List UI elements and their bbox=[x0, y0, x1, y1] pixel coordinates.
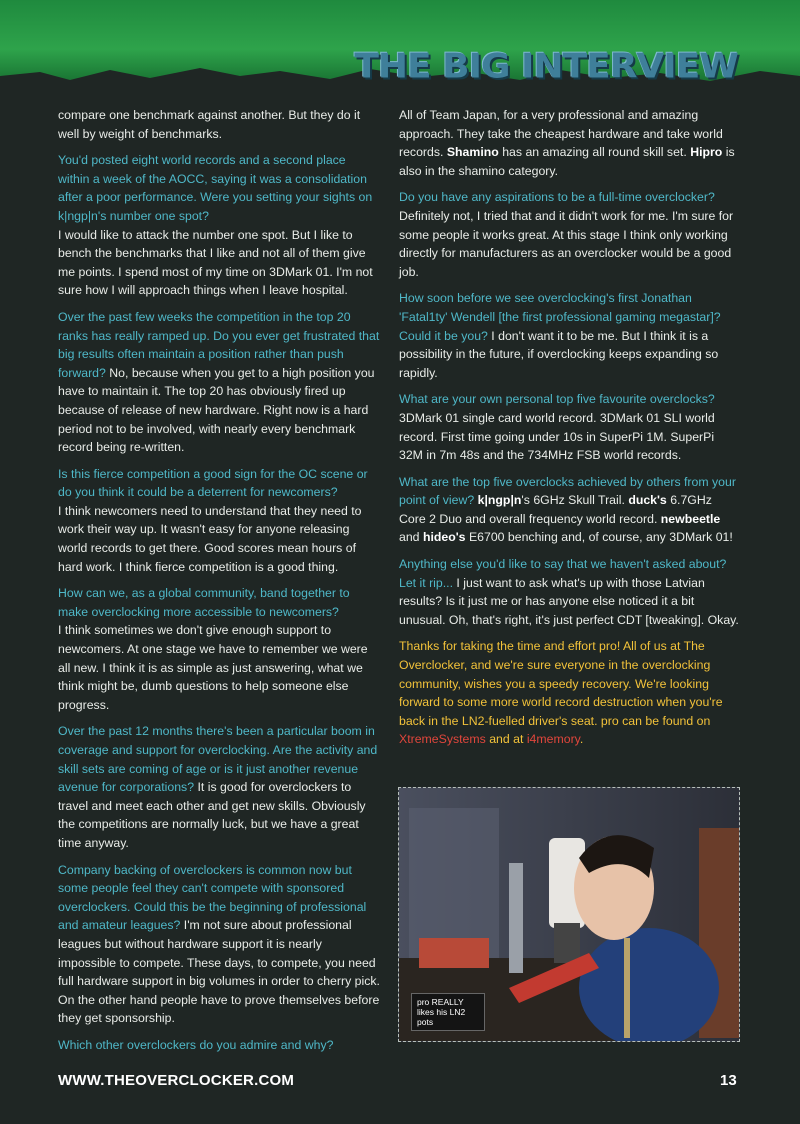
qa-block bbox=[58, 308, 380, 457]
page-number: 13 bbox=[720, 1072, 737, 1089]
qa-block bbox=[58, 861, 380, 1028]
answer: I'm not sure about professional leagues but without hardware support it is nearly impossible to compete. These days, to compete, you need full hardware support in big volumes in order to cherry pick. On the other hand people have to prove themselves before they get sponsorship. bbox=[58, 918, 380, 1026]
name-highlight: duck's bbox=[628, 493, 667, 508]
question: How soon before we see overclocking's first Jonathan 'Fatal1ty' Wendell [the first professional gaming megastar]? Could it be you? bbox=[399, 291, 721, 343]
question: Anything else you'd like to say that we haven't asked about? Let it rip... bbox=[399, 557, 727, 590]
qa-block bbox=[399, 390, 739, 464]
qa-block bbox=[58, 1036, 380, 1055]
qa-block bbox=[58, 465, 380, 577]
closing-paragraph: Thanks for taking the time and effort pro! All of us at The Overclocker, and we're sure everyone in the overclocking community, wishes you a speedy recovery. We're looking forward to some more world record destruction when you're back in the LN2-fuelled driver's seat. pro can be found on XtremeSystems and at i4memory. bbox=[399, 639, 723, 747]
i4memory-link[interactable]: i4memory bbox=[526, 732, 580, 747]
answer: I would like to attack the number one spot. But I like to bench the benchmarks that I like and not all of them give me points. I spend most of my time on 3DMark 01. I'm not sure how I will approach things when I leave hospital. bbox=[58, 227, 373, 298]
qa-block bbox=[399, 188, 739, 281]
question: Is this fierce competition a good sign for the OC scene or do you think it could be a deterrent for newcomers? bbox=[58, 466, 368, 500]
qa-block bbox=[58, 584, 380, 714]
right-column bbox=[399, 106, 739, 757]
question: What are your own personal top five favourite overclocks? bbox=[399, 392, 715, 407]
name-highlight: Shamino bbox=[446, 145, 499, 160]
photo-caption: pro REALLY likes his LN2 pots bbox=[411, 993, 485, 1031]
answer: It is good for overclockers to travel and meet each other and get new skills. Obviously the competitions are normally luck, but we have a great time anyway. bbox=[58, 780, 366, 850]
qa-block: What are the top five overclocks achieved by others from your point of view? k|ngp|n's 6GHz Skull Trail. duck's 6.7GHz Core 2 Duo and overall frequency world record. newbeetle and hideo's E6700 benching and, of course, any 3DMark 01! bbox=[399, 474, 736, 545]
name-highlight: Hipro bbox=[690, 145, 723, 160]
section-title: THE BIG INTERVIEW bbox=[354, 47, 738, 86]
answer: I think sometimes we don't give enough support to newcomers. At one stage we have to remember we were all new. I think it is as simple as just answering, what we think might be, dumb questions to help someone else progress. bbox=[58, 623, 368, 712]
qa-block bbox=[58, 722, 380, 852]
xtremesystems-link[interactable]: XtremeSystems bbox=[399, 732, 486, 747]
answer: No, because when you get to a high position you have to maintain it. The top 20 has obviously fired up because of release of new hardware. Right now is a hard period not to be involved, with nearly every benchmark record being re-written. bbox=[58, 365, 375, 455]
photo-figure bbox=[398, 787, 740, 1042]
question: How can we, as a global community, band together to make overclocking more accessible to newcomers? bbox=[58, 586, 350, 619]
qa-block: All of Team Japan, for a very professional and amazing approach. They take the cheapest hardware and take world records. Shamino has an amazing all round skill set. Hipro is also in the shamino category. bbox=[399, 108, 735, 178]
question: You'd posted eight world records and a second place within a week of the AOCC, saying it was a consolidation after a poor performance. Were you setting your sights on k|ngp|n's number one spot? bbox=[58, 153, 373, 223]
answer: I think newcomers need to understand that they need to work their way up. It wasn't easy for anyone releasing world records to get there. Good scores mean hours of hard work. I think fierce competition is a good thing. bbox=[58, 503, 362, 574]
name-highlight: k|ngp|n bbox=[477, 493, 522, 508]
question: Which other overclockers do you admire and why? bbox=[58, 1037, 334, 1052]
question: Over the past few weeks the competition in the top 20 ranks has really ramped up. Do you ever get frustrated that big results often maintain a position rather than push forward? bbox=[58, 309, 380, 380]
footer-url[interactable]: WWW.THEOVERCLOCKER.COM bbox=[58, 1072, 295, 1089]
qa-block bbox=[399, 289, 739, 382]
paragraph: compare one benchmark against another. But they do it well by weight of benchmarks. bbox=[58, 108, 361, 141]
name-highlight: hideo's bbox=[422, 530, 466, 545]
qa-block bbox=[399, 555, 739, 629]
name-highlight: newbeetle bbox=[660, 511, 721, 526]
qa-block bbox=[58, 151, 380, 300]
answer: I don't want it to be me. But I think it is a possibility in the future, if overclocking keeps expanding so rapidly. bbox=[399, 328, 719, 380]
answer: I just want to ask what's up with those Latvian results? Is it just me or has anyone else noticed it a bit unusual. Oh, that's right, it's just perfect CDT [tweaking]. Okay. bbox=[399, 575, 739, 627]
answer: Definitely not, I tried that and it didn't work for me. I'm sure for some people it works great. At this stage I think only working directly for manufacturers as an overclocker would be a good job. bbox=[399, 208, 734, 279]
question: Company backing of overclockers is common now but some people feel they can't compete with sponsored overclockers. Could this be the beginning of professional and amateur leagues? bbox=[58, 862, 367, 933]
answer: 3DMark 01 single card world record. 3DMark 01 SLI world record. First time going under 10s in SuperPi 1M. SuperPi 32M in 7m 48s and the 734MHz FSB world records. bbox=[399, 410, 715, 463]
left-column bbox=[58, 106, 380, 1063]
question: What are the top five overclocks achieved by others from your point of view? bbox=[399, 474, 736, 508]
question: Do you have any aspirations to be a full-time overclocker? bbox=[399, 190, 715, 205]
question: Over the past 12 months there's been a particular boom in coverage and support for overclocking. Are the activity and skill sets are coming of age or is it just another revenue avenue for corporations? bbox=[58, 724, 378, 795]
